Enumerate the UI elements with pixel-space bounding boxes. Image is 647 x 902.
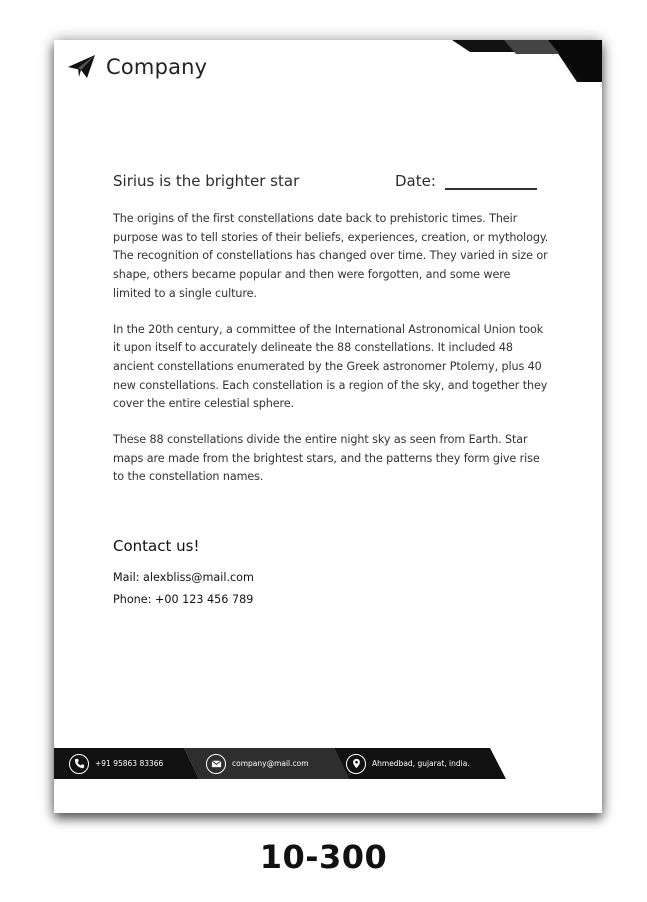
title-row	[113, 172, 537, 194]
company-name: Company	[106, 55, 208, 79]
footer-bar	[54, 748, 514, 779]
contact-mail: Mail: alexbliss@mail.com	[113, 571, 254, 584]
corner-decoration	[452, 40, 602, 82]
location-pin-icon	[346, 754, 366, 774]
product-code: 10-300	[259, 838, 388, 876]
footer-address	[346, 748, 470, 779]
footer-address-text: Ahmedbad, gujarat, india.	[372, 759, 470, 768]
footer-phone	[69, 748, 163, 779]
contact-phone: Phone: +00 123 456 789	[113, 593, 254, 606]
date-field-line[interactable]	[445, 188, 537, 190]
phone-icon	[69, 754, 89, 774]
paper-plane-icon	[68, 55, 96, 79]
contact-heading: Contact us!	[113, 537, 200, 555]
footer-email-text: company@mail.com	[232, 759, 309, 768]
paragraph: These 88 constellations divide the entire night sky as seen from Earth. Star maps are made from the brightest stars, and the patterns they form give rise to the constellation names.	[113, 433, 540, 484]
document-title: Sirius is the brighter star	[113, 172, 300, 190]
company-logo	[68, 55, 207, 79]
footer-email	[206, 748, 309, 779]
paragraph: In the 20th century, a committee of the International Astronomical Union took it upon itself to accurately delineate the 88 constellations. It included 48 ancient constellations enumerated by the Greek astronomer Ptolemy, plus 40 new constellations. Each constellation is a region of the sky, and together they cover the entire celestial sphere.	[113, 322, 548, 411]
date-label: Date:	[395, 172, 436, 190]
body-text	[113, 210, 549, 504]
mail-icon	[206, 754, 226, 774]
letterhead-page	[54, 40, 602, 813]
footer-phone-text: +91 95863 83366	[95, 759, 164, 768]
paragraph: The origins of the first constellations date back to prehistoric times. Their purpose was to tell stories of their beliefs, experiences, creation, or mythology. The recognition of constellations has changed over time. They varied in size or shape, others became popular and then were forgotten, and some were limited to a single culture.	[113, 212, 549, 300]
